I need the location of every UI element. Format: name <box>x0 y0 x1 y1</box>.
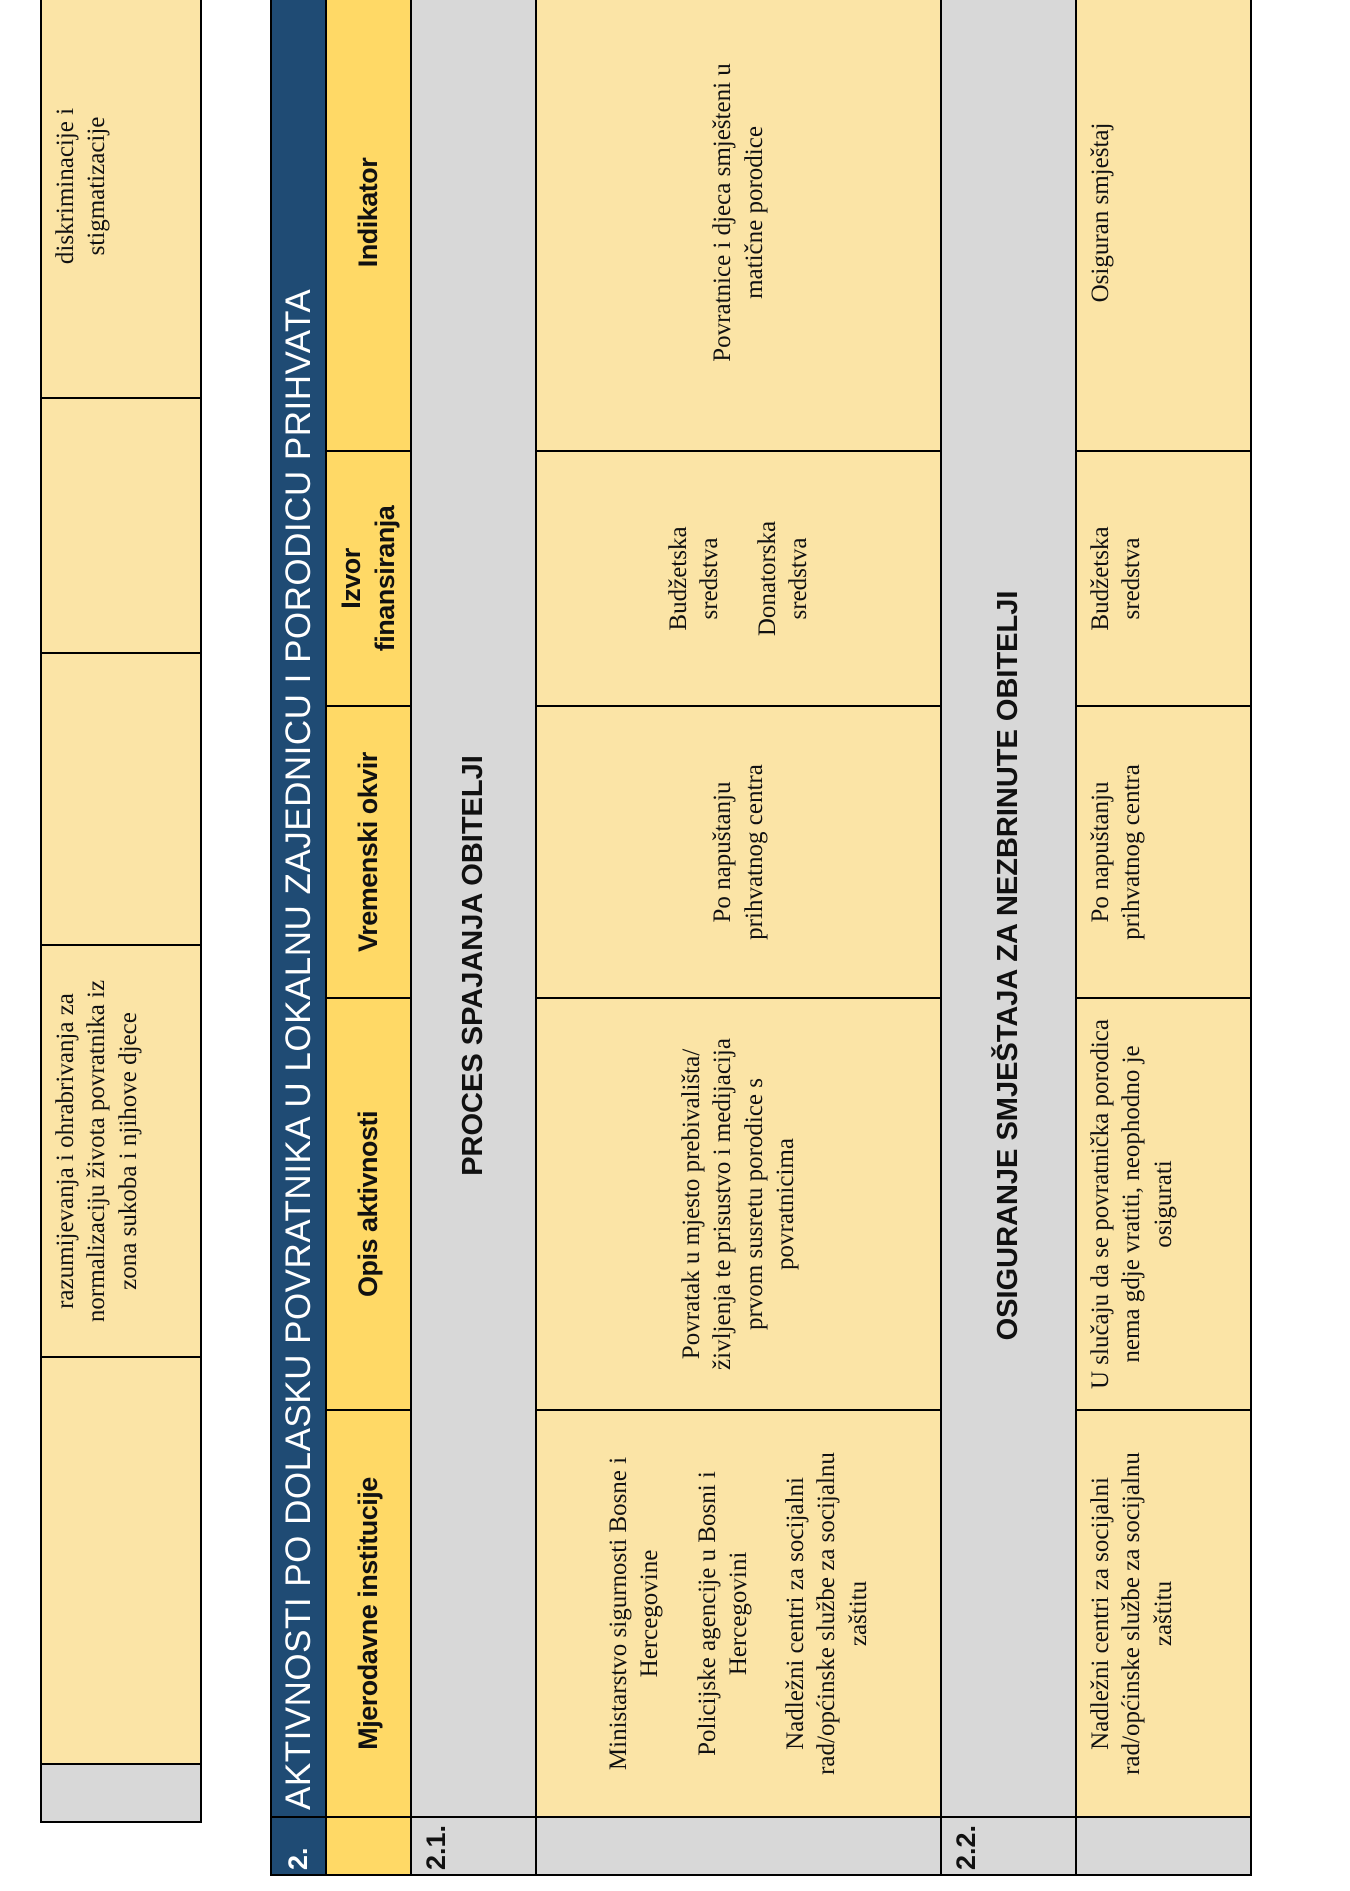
subsection-2-1-row <box>411 0 536 1875</box>
prev-timeframe-cell <box>41 653 201 945</box>
prev-funding-cell <box>41 398 201 653</box>
subsection-2-1-institutions <box>536 1410 941 1817</box>
header-blank-cell <box>326 1817 411 1875</box>
header-description: Opis aktivnosti <box>326 998 411 1410</box>
subsection-2-1-blank-cell <box>536 1817 941 1875</box>
prev-institutions-cell <box>41 1357 201 1764</box>
header-timeframe: Vremenski okvir <box>326 706 411 998</box>
subsection-2-2-description <box>1076 998 1251 1410</box>
header-indicator: Indikator <box>326 0 411 451</box>
subsection-2-1-content-row <box>536 0 941 1875</box>
funding-item: Budžetska sredstva <box>665 526 724 631</box>
subsection-2-1-description <box>536 998 941 1410</box>
prev-description-cell <box>41 945 201 1357</box>
timeframe-text: Po napuštanju prihvatnog centra <box>1087 764 1146 940</box>
subsection-2-1-funding <box>536 451 941 706</box>
institution-item: Policijske agencije u Bosni i Hercegovini <box>693 1471 752 1756</box>
indicator-text: Osiguran smještaj <box>1087 122 1114 303</box>
subsection-2-2-title: OSIGURANJE SMJEŠTAJA ZA NEZBRINUTE OBITELJI <box>941 0 1076 1817</box>
subsection-2-2-content-row <box>1076 0 1251 1875</box>
institution-item: Ministarstvo sigurnosti Bosne i Hercegovine <box>605 1456 664 1771</box>
subsection-2-1-indicator <box>536 0 941 451</box>
prev-indicator-cell <box>41 0 201 398</box>
subsection-2-1-number: 2.1. <box>411 1817 536 1875</box>
prev-row-number-cell <box>41 1764 201 1822</box>
subsection-2-1-title: PROCES SPAJANJA OBITELJI <box>411 0 536 1817</box>
timeframe-text: Po napuštanju prihvatnog centra <box>709 764 768 940</box>
header-institutions: Mjerodavne institucije <box>326 1410 411 1817</box>
subsection-2-2-row <box>941 0 1076 1875</box>
description-text: U slučaju da se povratnička porodica nema gdje vratiti, neophodno je osigurati <box>1087 1019 1177 1390</box>
section-title: AKTIVNOSTI PO DOLASKU POVRATNIKA U LOKALNU ZAJEDNICU I PORODICU PRIHVATA <box>271 0 326 1817</box>
description-text: Povratak u mjesto prebivališta/življenja te prisustvo i medijacija prvom susretu porodice s povratnicima <box>678 1038 799 1370</box>
subsection-2-2-number: 2.2. <box>941 1817 1076 1875</box>
header-row <box>326 0 411 1875</box>
subsection-2-2-institutions <box>1076 1410 1251 1817</box>
subsection-2-2-timeframe <box>1076 706 1251 998</box>
funding-item: Budžetska sredstva <box>1087 526 1146 631</box>
institution-item: Nadležni centri za socijalni rad/općinske službe za socijalnu zaštitu <box>782 1452 872 1775</box>
prev-description-text: razumijevanja i ohrabrivanja za normalizaciju života povratnika iz zona sukoba i njihove djece <box>52 979 142 1323</box>
subsection-2-2-indicator <box>1076 0 1251 451</box>
header-funding: Izvor finansiranja <box>326 451 411 706</box>
subsection-2-2-funding <box>1076 451 1251 706</box>
institution-item: Nadležni centri za socijalni rad/općinske službe za socijalnu zaštitu <box>1087 1452 1177 1775</box>
indicator-text: Povratnice i djeca smješteni u matične porodice <box>709 63 768 362</box>
previous-table-fragment <box>40 0 202 1823</box>
prev-indicator-text: diskriminacije i stigmatizacije <box>52 107 111 265</box>
section-title-row <box>271 0 326 1875</box>
subsection-2-1-timeframe <box>536 706 941 998</box>
activities-table <box>270 0 1252 1876</box>
section-number: 2. <box>271 1817 326 1875</box>
funding-item: Donatorska sredstva <box>753 520 812 637</box>
subsection-2-2-blank-cell <box>1076 1817 1251 1875</box>
